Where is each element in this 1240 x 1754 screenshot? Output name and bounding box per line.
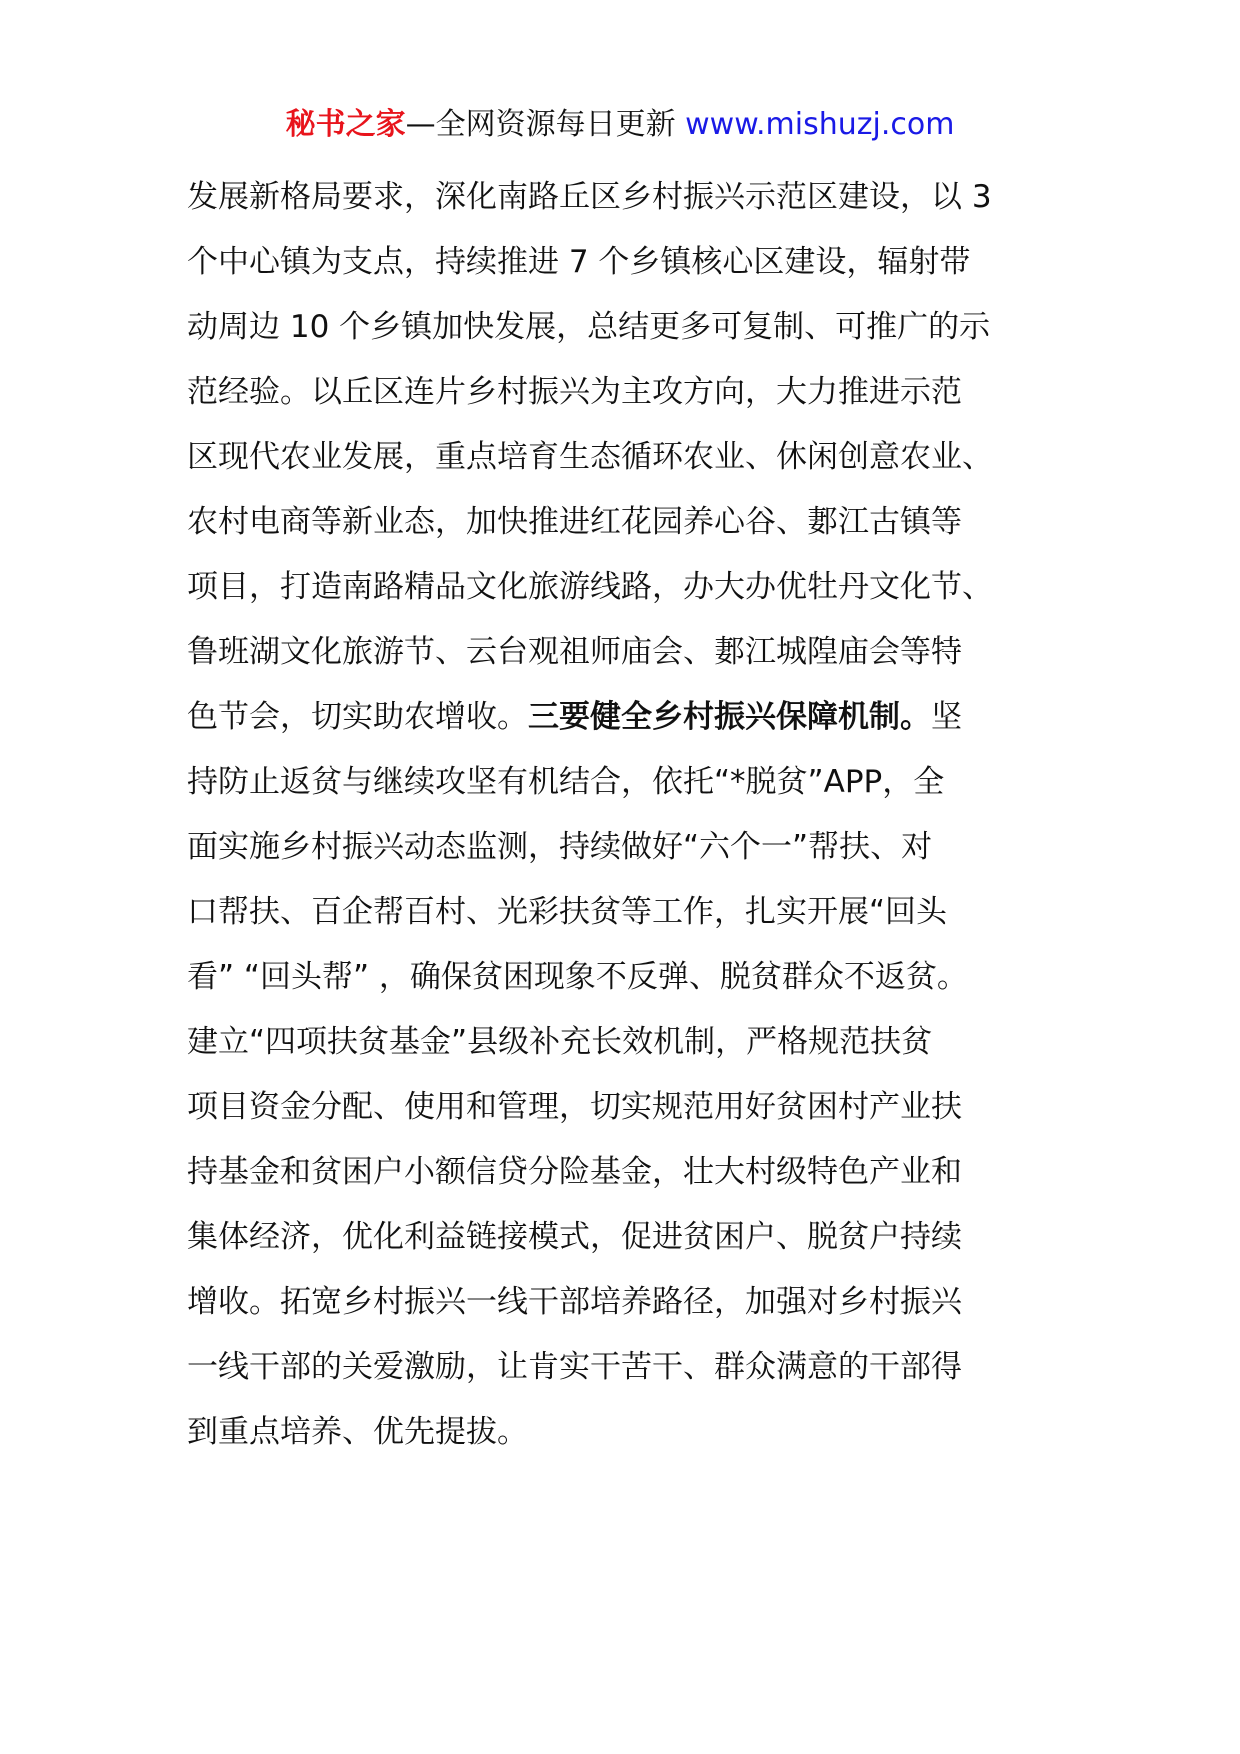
page-header [0, 103, 1240, 147]
text-line [187, 555, 1067, 620]
text-line [187, 1140, 1067, 1205]
emphasis-heading: 三要健全乡村振兴保障机制。 [528, 699, 931, 735]
text-line [187, 295, 1067, 360]
text-run: 到重点培养、优先提拔。 [187, 1414, 528, 1450]
text-line [187, 1205, 1067, 1270]
text-run: 看” “回头帮” ，确保贫困现象不反弹、脱贫群众不返贫。 [187, 959, 968, 995]
text-run: 持基金和贫困户小额信贷分险基金，壮大村级特色产业和 [187, 1154, 962, 1190]
site-brand: 秘书之家 [285, 107, 406, 142]
text-run: 个中心镇为支点，持续推进 7 个乡镇核心区建设，辐射带 [187, 244, 971, 280]
text-run: 一线干部的关爱激励，让肯实干苦干、群众满意的干部得 [187, 1349, 962, 1385]
site-tagline: —全网资源每日更新 [405, 107, 676, 142]
text-line [187, 230, 1067, 295]
text-line [187, 685, 1067, 750]
text-line [187, 750, 1067, 815]
text-line [187, 880, 1067, 945]
text-line [187, 1400, 1067, 1465]
text-line [187, 1270, 1067, 1335]
text-run: 增收。拓宽乡村振兴一线干部培养路径，加强对乡村振兴 [187, 1284, 962, 1320]
text-run: 色节会，切实助农增收。 [187, 699, 528, 735]
text-line [187, 1010, 1067, 1075]
text-line [187, 490, 1067, 555]
text-run: 建立“四项扶贫基金”县级补充长效机制，严格规范扶贫 [187, 1024, 933, 1060]
text-run: 农村电商等新业态，加快推进红花园养心谷、郪江古镇等 [187, 504, 962, 540]
text-run: 项目，打造南路精品文化旅游线路，办大办优牡丹文化节、 [187, 569, 993, 605]
text-run: 项目资金分配、使用和管理，切实规范用好贫困村产业扶 [187, 1089, 962, 1125]
text-line [187, 620, 1067, 685]
text-run: 坚 [931, 699, 962, 735]
text-run: 动周边 10 个乡镇加快发展，总结更多可复制、可推广的示 [187, 309, 991, 345]
text-line [187, 1335, 1067, 1400]
text-line [187, 1075, 1067, 1140]
site-url-link[interactable]: www.mishuzj.com [685, 107, 955, 142]
document-body [187, 165, 1067, 1465]
text-line [187, 165, 1067, 230]
text-run: 范经验。以丘区连片乡村振兴为主攻方向，大力推进示范 [187, 374, 962, 410]
text-run: 发展新格局要求，深化南路丘区乡村振兴示范区建设，以 3 [187, 179, 992, 215]
text-line [187, 360, 1067, 425]
text-run: 面实施乡村振兴动态监测，持续做好“六个一”帮扶、对 [187, 829, 933, 865]
text-run: 集体经济，优化利益链接模式，促进贫困户、脱贫户持续 [187, 1219, 962, 1255]
text-run: 持防止返贫与继续攻坚有机结合，依托“*脱贫”APP，全 [187, 764, 945, 800]
text-run: 区现代农业发展，重点培育生态循环农业、休闲创意农业、 [187, 439, 993, 475]
text-line [187, 945, 1067, 1010]
text-run: 鲁班湖文化旅游节、云台观祖师庙会、郪江城隍庙会等特 [187, 634, 962, 670]
text-line [187, 425, 1067, 490]
text-run: 口帮扶、百企帮百村、光彩扶贫等工作，扎实开展“回头 [187, 894, 948, 930]
text-line [187, 815, 1067, 880]
